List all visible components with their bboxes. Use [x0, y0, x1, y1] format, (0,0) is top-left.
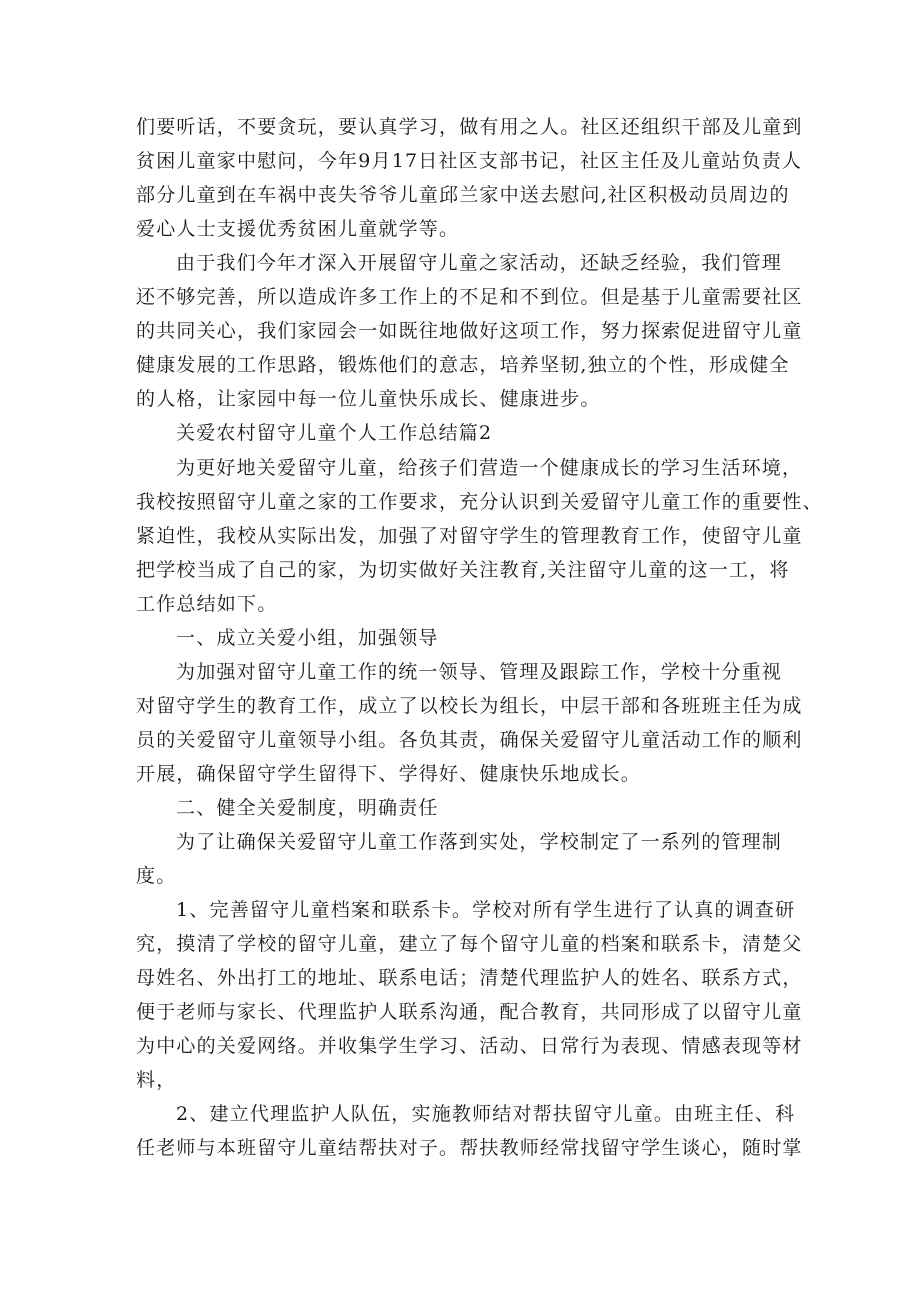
text-line: 便于老师与家长、代理监护人联系沟通，配合教育，共同形成了以留守儿童 — [136, 1001, 803, 1023]
paragraph-first-line: 由于我们今年才深入开展留守儿童之家活动，还缺乏经验，我们管理 — [176, 252, 783, 274]
paragraph-first-line: 为加强对留守儿童工作的统一领导、管理及跟踪工作，学校十分重视 — [176, 661, 783, 683]
text-line: 紧迫性，我校从实际出发，加强了对留守学生的管理教育工作，使留守儿童 — [136, 525, 803, 547]
text-line: 料， — [136, 1069, 177, 1091]
text-line: 部分儿童到在车祸中丧失爷爷儿童邱兰家中送去慰问,社区积极动员周边的 — [136, 184, 790, 206]
text-line: 开展，确保留守学生留得下、学得好、健康快乐地成长。 — [136, 763, 642, 785]
text-line: 把学校当成了自己的家，为切实做好关注教育,关注留守儿童的这一工，将 — [136, 559, 790, 581]
section-title: 关爱农村留守儿童个人工作总结篇2 — [176, 422, 493, 444]
paragraph-first-line: 1、完善留守儿童档案和联系卡。学校对所有学生进行了认真的调查研 — [176, 899, 796, 921]
paragraph-first-line: 2、建立代理监护人队伍，实施教师结对帮扶留守儿童。由班主任、科 — [176, 1103, 796, 1125]
text-line: 的共同关心，我们家园会一如既往地做好这项工作，努力探索促进留守儿童 — [136, 320, 803, 342]
section-heading: 一、成立关爱小组，加强领导 — [176, 627, 439, 649]
text-line: 健康发展的工作思路，锻炼他们的意志，培养坚韧,独立的个性，形成健全 — [136, 354, 790, 376]
text-line: 任老师与本班留守儿童结帮扶对子。帮扶教师经常找留守学生谈心，随时掌 — [136, 1137, 803, 1159]
text-line: 的人格，让家园中每一位儿童快乐成长、健康进步。 — [136, 388, 601, 410]
text-line: 度。 — [136, 865, 177, 887]
section-heading: 二、健全关爱制度，明确责任 — [176, 797, 439, 819]
text-line: 工作总结如下。 — [136, 593, 278, 615]
text-line: 母姓名、外出打工的地址、联系电话；清楚代理监护人的姓名、联系方式， — [136, 967, 803, 989]
text-line: 究，摸清了学校的留守儿童，建立了每个留守儿童的档案和联系卡，清楚父 — [136, 933, 803, 955]
text-line: 为中心的关爱网络。并收集学生学习、活动、日常行为表现、情感表现等材 — [136, 1035, 803, 1057]
text-line: 爱心人士支援优秀贫困儿童就学等。 — [136, 218, 460, 240]
text-line: 员的关爱留守儿童领导小组。各负其责，确保关爱留守儿童活动工作的顺利 — [136, 729, 803, 751]
text-line: 对留守学生的教育工作，成立了以校长为组长，中层干部和各班班主任为成 — [136, 695, 803, 717]
paragraph-first-line: 为了让确保关爱留守儿童工作落到实处，学校制定了一系列的管理制 — [176, 831, 783, 853]
paragraph-first-line: 为更好地关爱留守儿童，给孩子们营造一个健康成长的学习生活环境， — [176, 457, 803, 479]
text-line: 我校按照留守儿童之家的工作要求，充分认识到关爱留守儿童工作的重要性、 — [136, 491, 823, 513]
text-line: 还不够完善，所以造成许多工作上的不足和不到位。但是基于儿童需要社区 — [136, 286, 803, 308]
text-line: 们要听话，不要贪玩，要认真学习，做有用之人。社区还组织干部及儿童到 — [136, 116, 803, 138]
text-line: 贫困儿童家中慰问，今年9月17日社区支部书记，社区主任及儿童站负责人 — [136, 150, 803, 172]
